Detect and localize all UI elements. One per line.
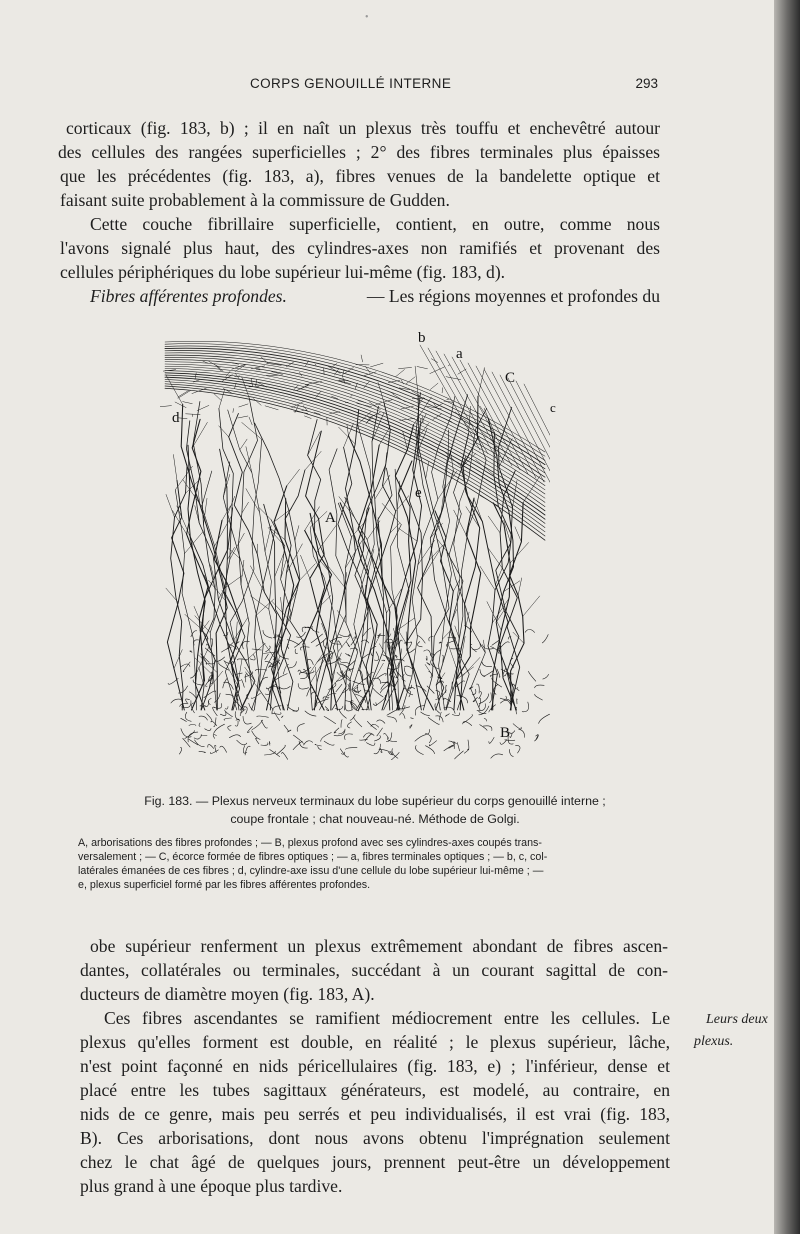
figure-label-B: B <box>500 725 511 741</box>
figure-label-C: C <box>505 370 516 386</box>
text-line: chez le chat âgé de quelques jours, prennent peut-être un développement <box>80 1152 670 1172</box>
figure-label-A: A <box>325 510 336 526</box>
text-line: n'est point façonné en nids péricellulaires (fig. 183, e) ; l'inférieur, dense et <box>80 1056 670 1076</box>
section-heading-line <box>90 284 660 308</box>
margin-note-line: Leurs deux <box>706 1012 768 1027</box>
figure-label-e: e <box>415 485 422 501</box>
figure-label-c: c <box>550 400 556 415</box>
text-line: Ces fibres ascendantes se ramifient médiocrement entre les cellules. Le <box>104 1008 670 1028</box>
figure-caption-title-2: coupe frontale ; chat nouveau-né. Méthode de Golgi. <box>230 812 520 826</box>
figure-label-d: d <box>172 410 180 426</box>
text-line: ducteurs de diamètre moyen (fig. 183, A). <box>80 984 375 1004</box>
caption-legend-line: A, arborisations des fibres profondes ; — B, plexus profond avec ses cylindres-axes coupés trans- <box>78 837 542 849</box>
text-line: nids de ce genre, mais peu serrés et peu individualisés, il est vrai (fig. 183, <box>80 1104 670 1124</box>
text-line: faisant suite probablement à la commissure de Gudden. <box>60 190 450 210</box>
running-header <box>60 76 660 96</box>
text-line: dantes, collatérales ou terminales, succédant à un courant sagittal de con- <box>80 960 668 980</box>
margin-note-line: plexus. <box>694 1034 734 1049</box>
running-title: CORPS GENOUILLÉ INTERNE <box>250 76 452 91</box>
caption-legend-line: latérales émanées de ces fibres ; d, cylindre-axe issu d'une cellule du lobe supérieur lui-même ; — <box>78 865 544 877</box>
page-gutter-shadow <box>774 0 800 1234</box>
figure-183 <box>160 330 556 760</box>
text-line: Cette couche fibrillaire superficielle, contient, en outre, comme nous <box>90 214 660 234</box>
caption-text: — Plexus nerveux terminaux du lobe supérieur du corps genouillé interne ; <box>195 794 606 808</box>
text-line: que les précédentes (fig. 183, a), fibres venues de la bandelette optique et <box>60 166 660 186</box>
text-line: plexus qu'elles forment est double, en réalité ; le plexus supérieur, lâche, <box>80 1032 670 1052</box>
text-line: plus grand à une époque plus tardive. <box>80 1176 343 1196</box>
figure-caption-title <box>78 792 672 810</box>
text-line: placé entre les tubes sagittaux générateurs, est modelé, au contraire, en <box>80 1080 670 1100</box>
text-line: obe supérieur renferment un plexus extrêmement abondant de fibres ascen- <box>90 936 668 956</box>
caption-legend-line: e, plexus superficiel formé par les fibres afférentes profondes. <box>78 879 371 891</box>
text-line: cellules périphériques du lobe supérieur lui-même (fig. 183, d). <box>60 262 506 282</box>
top-mark: • <box>365 12 369 23</box>
section-heading-rest: — Les régions moyennes et profondes du <box>366 286 660 306</box>
page-number: 293 <box>635 76 658 91</box>
golgi-illustration <box>160 330 550 760</box>
figure-label-b: b <box>418 330 426 346</box>
text-line: corticaux (fig. 183, b) ; il en naît un plexus très touffu et enchevêtré autour <box>66 118 660 138</box>
section-heading: Fibres afférentes profondes. <box>90 286 287 306</box>
figure-label-a: a <box>456 346 463 362</box>
caption-legend-line: versalement ; — C, écorce formée de fibres optiques ; — a, fibres terminales optiques ; — b, c, col- <box>78 851 548 863</box>
text-line: l'avons signalé plus haut, des cylindres-axes non ramifiés et provenant des <box>60 238 660 258</box>
text-line: B). Ces arborisations, dont nous avons obtenu l'imprégnation seulement <box>80 1128 670 1148</box>
text-line: des cellules des rangées superficielles ; 2° des fibres terminales plus épaisses <box>58 142 660 162</box>
figure-ref: Fig. 183. <box>144 794 193 808</box>
